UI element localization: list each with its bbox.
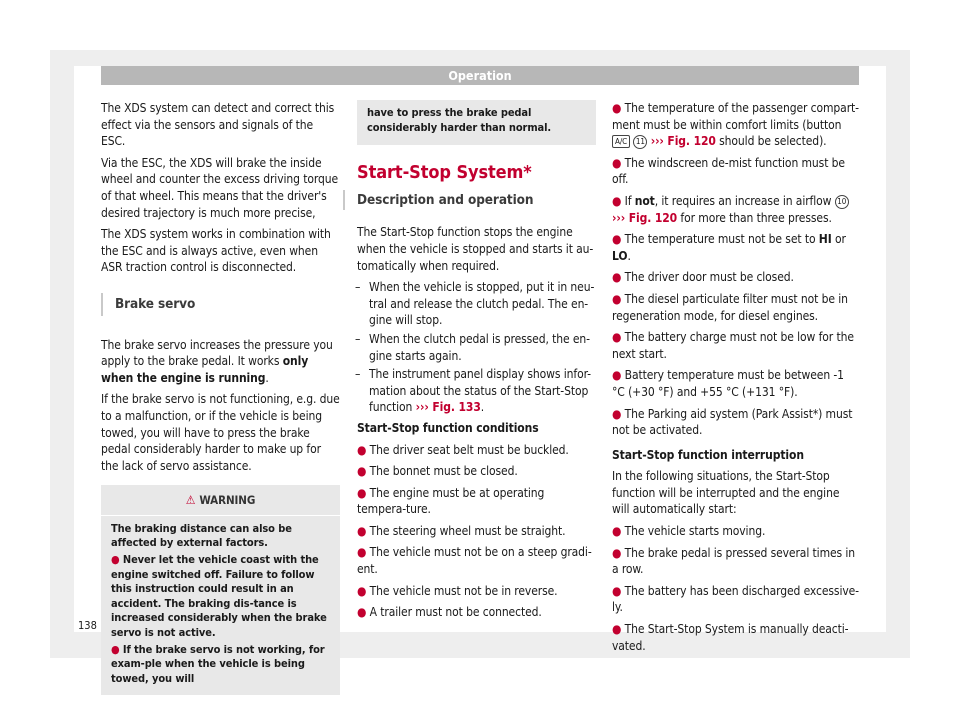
warning-bullet: ● If the brake servo is not working, for exam-ple when the vehicle is being towed, you will — [111, 642, 325, 685]
callout-number-icon: 10 — [835, 195, 849, 209]
list-item: ● The steering wheel must be straight. — [357, 523, 566, 538]
list-item: ● The Start-Stop System is manually deacti-vated. — [612, 622, 849, 653]
subtitle-row — [343, 190, 596, 211]
figure-link[interactable]: ››› Fig. 120 — [612, 210, 678, 225]
bullet-icon: ● — [612, 545, 622, 560]
warning-triangle-icon: ⚠ — [185, 493, 196, 508]
conditions-heading: Start-Stop function conditions — [357, 420, 539, 435]
list-item: ● The Parking aid system (Park Assist*) must not be activated. — [612, 406, 853, 438]
paragraph: If the brake servo is not functioning, e.g. due to a malfunction, or if the vehicle is being towed, you will have to press the brake pedal considerably harder to make up for the lack of servo assistance. — [101, 392, 340, 473]
list-item: ● If not, it requires an increase in airflow 10 ››› Fig. 120 for more than three presses. — [612, 193, 860, 226]
list-item: ● The temperature must not be set to HI or LO. — [612, 232, 846, 263]
list-item: ● The driver seat belt must be buckled. — [357, 442, 569, 457]
paragraph: The XDS system can detect and correct this effect via the sensors and signals of the ESC. — [101, 101, 335, 149]
bullet-icon: ● — [612, 622, 622, 637]
list-item: ● The windscreen de-mist function must be off. — [612, 155, 845, 187]
list-item: ● A trailer must not be connected. — [357, 605, 542, 620]
dash-item: – When the clutch pedal is pressed, the en-gine starts again. — [357, 331, 596, 364]
paragraph: Via the ESC, the XDS will brake the inside wheel and counter the excess driving torque of that wheel. This means that the driver's desired trajectory is much more precise, — [101, 155, 339, 220]
warning-text: The braking distance can also be affected by external factors. — [111, 521, 292, 550]
list-item: ● The vehicle must not be in reverse. — [357, 583, 558, 598]
dash-item: – The instrument panel display shows infor-mation about the status of the Start-Stop function ››› Fig. 133. — [357, 366, 596, 416]
dash-item: – When the vehicle is stopped, put it in neu-tral and release the clutch pedal. The en-gine will stop. — [357, 279, 596, 329]
bullet-icon: ● — [357, 523, 367, 538]
warning-text: have to press the brake pedal considerably harder than normal. — [367, 106, 552, 134]
bullet-icon: ● — [612, 406, 622, 421]
bullet-icon: ● — [612, 524, 622, 539]
list-item: ● The battery charge must not be low for the next start. — [612, 330, 854, 361]
ac-button-icon: A/C — [612, 135, 630, 148]
list-item: ● The driver door must be closed. — [612, 270, 794, 285]
list-item: ● The battery has been discharged excessive-ly. — [612, 583, 859, 615]
bullet-icon: ● — [612, 101, 622, 115]
bullet-icon: ● — [612, 155, 622, 170]
paragraph: The brake servo increases the pressure you apply to the brake pedal. It works only when the engine is running. — [101, 337, 333, 385]
list-item: ● The engine must be at operating tempera-ture. — [357, 485, 545, 517]
warning-box-continued — [357, 100, 596, 145]
paragraph: The XDS system works in combination with the ESC and is always active, even when ASR traction control is disconnected. — [101, 227, 331, 275]
section-heading-brake-servo: Brake servo — [101, 293, 340, 316]
bullet-icon: ● — [111, 553, 120, 567]
warning-bullet: ● Never let the vehicle coast with the engine switched off. Failure to follow this instruction could result in an accident. The braking dis-tance is increased considerably when the brake servo is not active. — [111, 553, 327, 640]
subtitle: Description and operation — [357, 191, 534, 208]
callout-number-icon: 11 — [633, 135, 647, 149]
bullet-icon: ● — [357, 605, 367, 620]
bullet-icon: ● — [111, 642, 120, 656]
interruption-heading: Start-Stop function interruption — [612, 447, 804, 462]
bullet-icon: ● — [357, 485, 367, 500]
list-item: ● The bonnet must be closed. — [357, 464, 518, 479]
column-1 — [101, 100, 340, 695]
bullet-icon: ● — [612, 232, 622, 247]
list-item: ● The brake pedal is pressed several times in a row. — [612, 545, 856, 577]
bullet-icon: ● — [612, 368, 622, 383]
page-number: 138 — [78, 619, 97, 632]
bullet-icon: ● — [357, 442, 367, 457]
bullet-icon: ● — [612, 193, 622, 208]
section-header: Operation — [101, 66, 859, 85]
list-item: ● The vehicle starts moving. — [612, 524, 766, 539]
bullet-icon: ● — [357, 545, 367, 560]
paragraph: In the following situations, the Start-Stop function will be interrupted and the engine will automatically start: — [612, 469, 840, 517]
column-2 — [357, 100, 596, 626]
bullet-icon: ● — [612, 270, 622, 285]
bullet-icon: ● — [357, 464, 367, 479]
bullet-icon: ● — [357, 583, 367, 598]
figure-link[interactable]: ››› Fig. 120 — [650, 134, 716, 149]
bullet-icon: ● — [612, 330, 622, 345]
bullet-icon: ● — [612, 291, 622, 306]
warning-box — [101, 485, 340, 695]
list-item: ● The vehicle must not be on a steep gradi-ent. — [357, 545, 592, 577]
chapter-title: Start-Stop System* — [357, 162, 532, 184]
list-item: ● The diesel particulate filter must not be in regeneration mode, for diesel engines. — [612, 291, 848, 323]
bullet-icon: ● — [612, 583, 622, 598]
figure-link[interactable]: ››› Fig. 133 — [415, 400, 481, 415]
warning-header: ⚠ WARNING — [101, 485, 340, 516]
column-3 — [612, 100, 860, 659]
list-item: ● The temperature of the passenger compart-ment must be within comfort limits (button A/C 11 ››› Fig. 120 should be selected). — [612, 101, 859, 149]
paragraph: The Start-Stop function stops the engine when the vehicle is stopped and starts it au-tomatically when required. — [357, 225, 594, 273]
list-item: ● Battery temperature must be between -1 °C (+30 °F) and +55 °C (+131 °F). — [612, 368, 844, 399]
